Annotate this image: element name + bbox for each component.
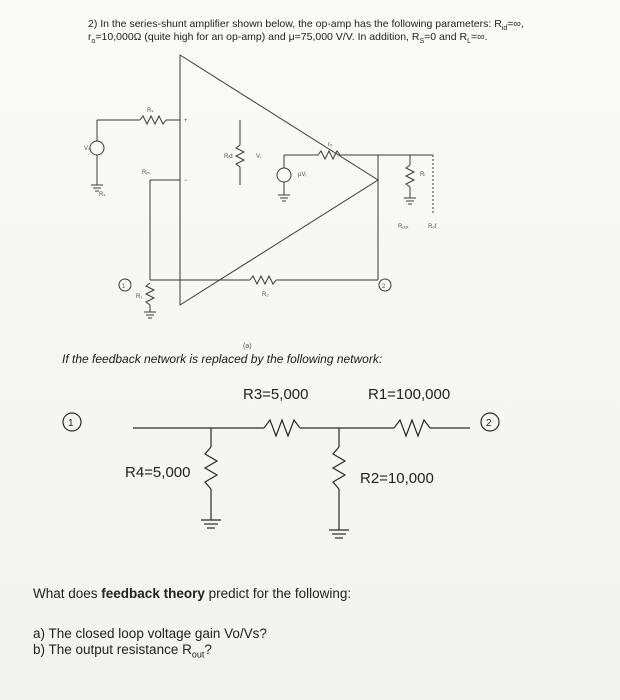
label-r3: R3=5,000 bbox=[243, 386, 309, 403]
resistor-rl bbox=[406, 165, 414, 187]
label-r1: R₁ bbox=[136, 294, 143, 300]
label-rin: Rᵢₙ bbox=[142, 170, 150, 176]
question-prompt: What does feedback theory predict for the following: bbox=[33, 586, 352, 601]
dependent-source bbox=[277, 168, 291, 182]
label-rof: Rₒf bbox=[428, 224, 437, 230]
label-rid: Rᵢd bbox=[224, 154, 233, 160]
caption-a: (a) bbox=[243, 343, 252, 350]
feedback-intro: If the feedback network is replaced by the following network: bbox=[62, 352, 383, 366]
resistor-r2-net bbox=[333, 447, 345, 489]
label-r2-net: R2=10,000 bbox=[360, 470, 434, 487]
label-node2-a: 2 bbox=[382, 284, 386, 290]
node-1-label: 1 bbox=[68, 418, 74, 429]
resistor-r1-net bbox=[394, 420, 430, 436]
label-rs-source: Rₛ bbox=[99, 192, 106, 198]
label-vs: Vₛ bbox=[84, 146, 91, 152]
node-2-label: 2 bbox=[486, 418, 492, 429]
question-header-line1: 2) In the series-shunt amplifier shown below, the op-amp has the following parameters: $R_{id}=\infty$, bbox=[88, 18, 524, 33]
question-b: b) The output resistance $R_{out}$? bbox=[33, 642, 212, 660]
label-rs: Rₛ bbox=[147, 108, 154, 114]
label-plus-input: + bbox=[184, 118, 188, 124]
label-rl: Rₗ bbox=[420, 172, 426, 178]
resistor-ro bbox=[318, 151, 340, 159]
question-a: a) The closed loop voltage gain Vo/Vs? bbox=[33, 626, 267, 641]
label-r1-net: R1=100,000 bbox=[368, 386, 451, 403]
question-header-line2: $r_o=10,000\Omega$ (quite high for an op-amp) and μ=75,000 V/V. In addition, $R_S=0$ and $R_L=\infty$. bbox=[88, 31, 488, 46]
resistor-r1 bbox=[146, 283, 154, 305]
label-vi: Vᵢ bbox=[256, 154, 261, 160]
label-rout: Rₒᵤₜ bbox=[398, 224, 409, 230]
resistor-rid bbox=[236, 145, 244, 167]
label-ro: rₒ bbox=[328, 142, 333, 148]
source-vs bbox=[90, 141, 104, 155]
label-minus-input: − bbox=[184, 178, 188, 184]
resistor-r2 bbox=[250, 276, 276, 284]
resistor-rs bbox=[140, 116, 166, 124]
label-mu-vi: μVᵢ bbox=[298, 172, 307, 178]
label-node1-a: 1 bbox=[122, 284, 126, 290]
resistor-r3 bbox=[264, 420, 300, 436]
label-r4: R4=5,000 bbox=[125, 464, 191, 481]
resistor-r4 bbox=[205, 447, 217, 489]
label-r2: R₂ bbox=[262, 292, 269, 298]
